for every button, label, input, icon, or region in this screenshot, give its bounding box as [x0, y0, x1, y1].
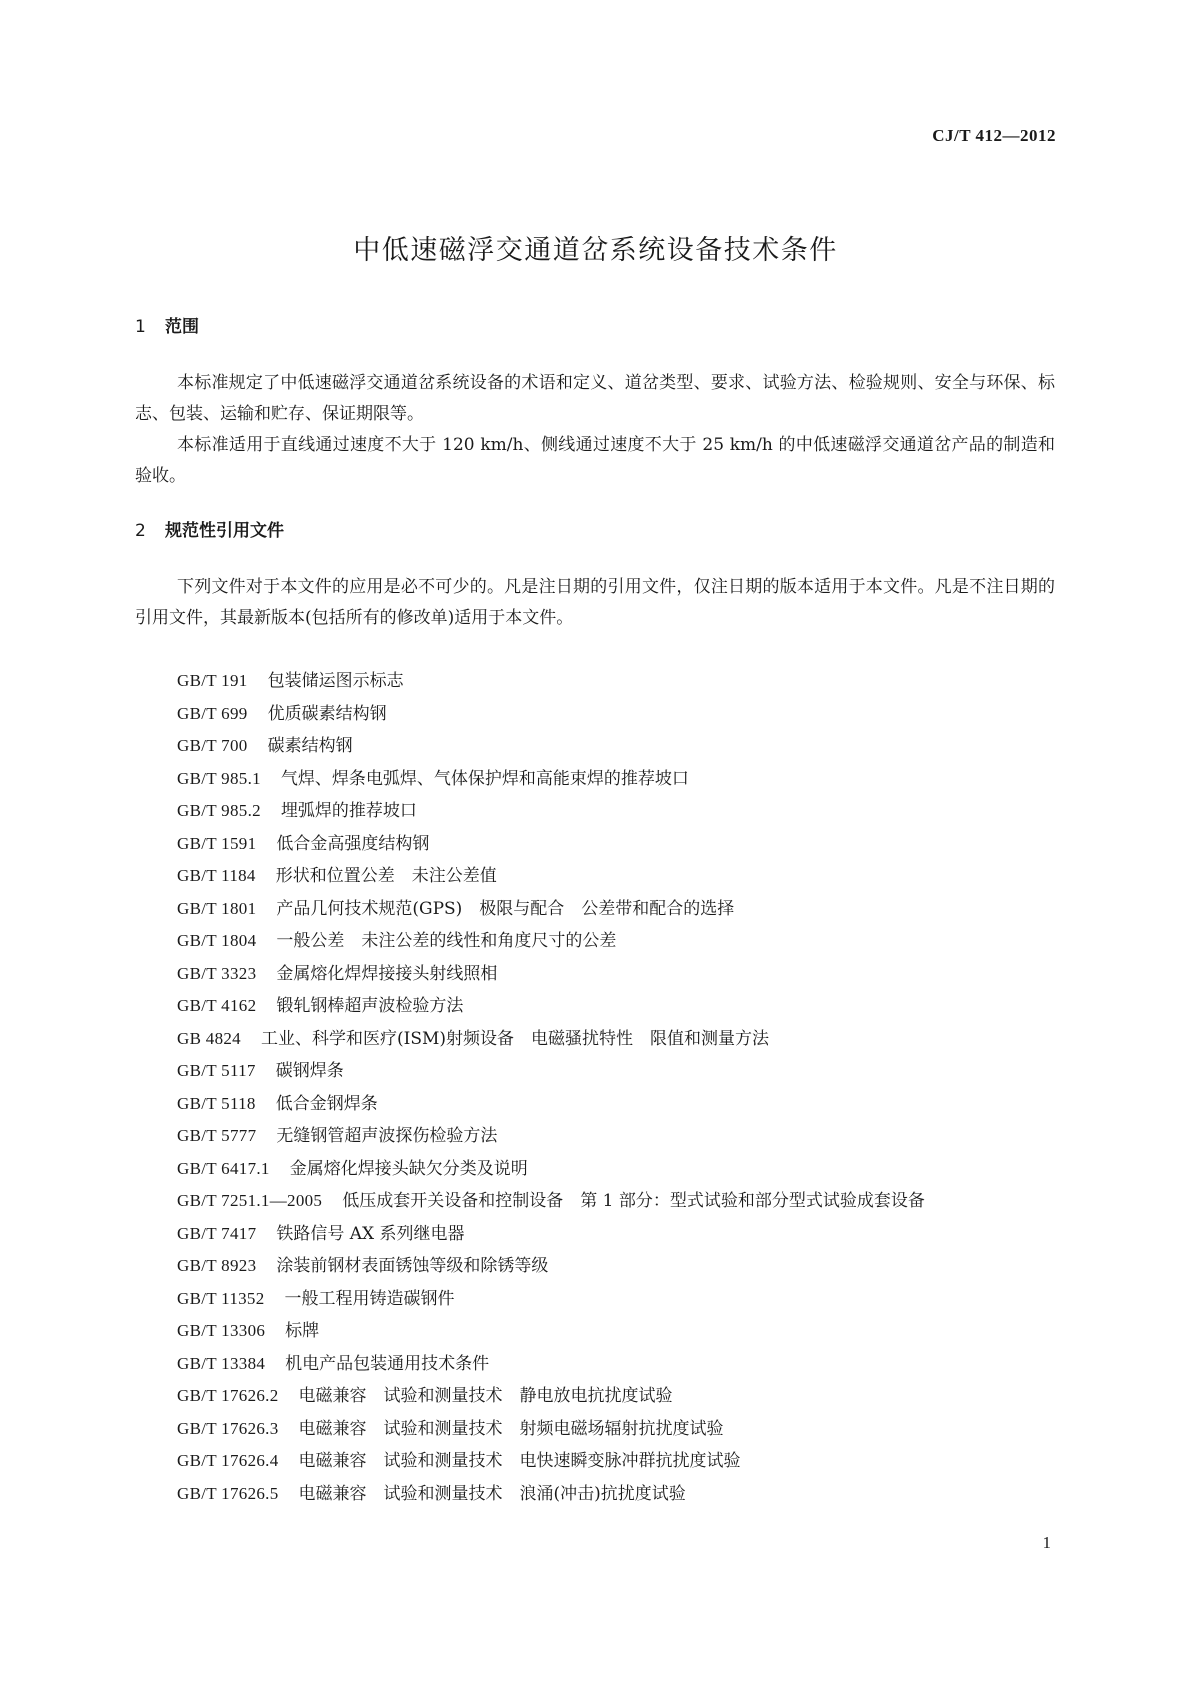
section-1-paragraph: 本标准适用于直线通过速度不大于 120 km/h、侧线通过速度不大于 25 km/h 的中低速磁浮交通道岔产品的制造和验收。 — [135, 435, 1055, 486]
reference-item — [135, 763, 1055, 796]
reference-code: GB/T 5117 — [177, 1061, 256, 1080]
reference-item — [135, 990, 1055, 1023]
section-2-heading — [135, 516, 284, 541]
reference-item — [135, 1088, 1055, 1121]
reference-code: GB/T 1801 — [177, 898, 257, 918]
reference-item — [135, 698, 1055, 731]
reference-list — [135, 665, 1055, 1510]
reference-item — [135, 1185, 1055, 1218]
reference-title: 埋弧焊的推荐坡口 — [280, 801, 417, 821]
reference-item — [135, 795, 1055, 828]
reference-title: 一般公差 未注公差的线性和角度尺寸的公差 — [276, 931, 617, 951]
reference-code: GB/T 7417 — [177, 1223, 257, 1243]
section-1-heading — [135, 312, 199, 337]
reference-item — [135, 893, 1055, 926]
reference-item — [135, 1055, 1055, 1088]
reference-code: GB/T 191 — [177, 671, 248, 690]
reference-item — [135, 828, 1055, 861]
reference-title: 低合金钢焊条 — [275, 1093, 378, 1114]
reference-title: 电磁兼容 试验和测量技术 浪涌(冲击)抗扰度试验 — [298, 1483, 686, 1504]
reference-title: 电磁兼容 试验和测量技术 静电放电抗扰度试验 — [298, 1386, 673, 1406]
reference-title: 低合金高强度结构钢 — [276, 833, 430, 854]
reference-code: GB/T 1184 — [177, 866, 256, 885]
reference-item — [135, 860, 1055, 893]
reference-title: 锻轧钢棒超声波检验方法 — [276, 996, 464, 1016]
reference-item — [135, 1315, 1055, 1348]
reference-code: GB/T 985.1 — [177, 768, 261, 788]
reference-item — [135, 1120, 1055, 1153]
reference-title: 形状和位置公差 未注公差值 — [275, 866, 497, 886]
section-1-number: 1 — [135, 317, 146, 337]
reference-code: GB/T 8923 — [177, 1256, 257, 1275]
reference-item — [135, 1413, 1055, 1446]
reference-title: 碳钢焊条 — [275, 1061, 344, 1081]
reference-code: GB/T 985.2 — [177, 801, 261, 820]
reference-code: GB/T 11352 — [177, 1288, 265, 1308]
reference-item — [135, 1348, 1055, 1381]
reference-item — [135, 1023, 1055, 1056]
reference-title: 金属熔化焊焊接接头射线照相 — [276, 963, 498, 984]
reference-item — [135, 1380, 1055, 1413]
reference-title: 包装储运图示标志 — [267, 671, 404, 691]
reference-item — [135, 1445, 1055, 1478]
section-2-number: 2 — [135, 521, 146, 541]
reference-code: GB/T 3323 — [177, 963, 257, 983]
document-title: 中低速磁浮交通道岔系统设备技术条件 — [353, 235, 838, 266]
reference-title: 碳素结构钢 — [267, 736, 353, 756]
section-2-intro: 下列文件对于本文件的应用是必不可少的。凡是注日期的引用文件，仅注日期的版本适用于本文件。凡是不注日期的引用文件，其最新版本(包括所有的修改单)适用于本文件。 — [135, 577, 1055, 628]
reference-code: GB/T 17626.4 — [177, 1451, 279, 1470]
standard-code: CJ/T 412—2012 — [932, 126, 1056, 145]
reference-code: GB 4824 — [177, 1028, 241, 1048]
reference-title: 电磁兼容 试验和测量技术 电快速瞬变脉冲群抗扰度试验 — [298, 1451, 741, 1471]
reference-title: 一般工程用铸造碳钢件 — [284, 1288, 455, 1309]
reference-title: 机电产品包装通用技术条件 — [285, 1353, 490, 1374]
reference-item — [135, 1283, 1055, 1316]
reference-code: GB/T 5777 — [177, 1126, 257, 1145]
reference-code: GB/T 13306 — [177, 1321, 266, 1340]
reference-code: GB/T 4162 — [177, 996, 257, 1015]
reference-code: GB/T 13384 — [177, 1353, 266, 1373]
reference-code: GB/T 17626.3 — [177, 1418, 279, 1438]
reference-code: GB/T 1591 — [177, 833, 257, 853]
reference-code: GB/T 7251.1—2005 — [177, 1191, 323, 1210]
section-1-paragraph: 本标准规定了中低速磁浮交通道岔系统设备的术语和定义、道岔类型、要求、试验方法、检验规则、安全与环保、标志、包装、运输和贮存、保证期限等。 — [135, 373, 1055, 424]
reference-item — [135, 958, 1055, 991]
reference-item — [135, 1250, 1055, 1283]
reference-title: 电磁兼容 试验和测量技术 射频电磁场辐射抗扰度试验 — [298, 1418, 724, 1439]
reference-code: GB/T 17626.2 — [177, 1386, 279, 1405]
reference-item — [135, 1478, 1055, 1511]
reference-item — [135, 1153, 1055, 1186]
reference-code: GB/T 1804 — [177, 931, 257, 950]
reference-code: GB/T 5118 — [177, 1093, 256, 1113]
reference-title: 工业、科学和医疗(ISM)射频设备 电磁骚扰特性 限值和测量方法 — [260, 1028, 770, 1049]
reference-title: 标牌 — [285, 1321, 320, 1341]
reference-title: 金属熔化焊接头缺欠分类及说明 — [289, 1158, 528, 1179]
reference-title: 气焊、焊条电弧焊、气体保护焊和高能束焊的推荐坡口 — [280, 768, 689, 789]
reference-title: 产品几何技术规范(GPS) 极限与配合 公差带和配合的选择 — [276, 898, 735, 919]
reference-title: 低压成套开关设备和控制设备 第 1 部分：型式试验和部分型式试验成套设备 — [342, 1191, 925, 1211]
reference-title: 涂装前钢材表面锈蚀等级和除锈等级 — [276, 1256, 549, 1276]
reference-item — [135, 925, 1055, 958]
section-2-title: 规范性引用文件 — [165, 521, 284, 541]
reference-code: GB/T 6417.1 — [177, 1158, 270, 1178]
reference-title: 铁路信号 AX 系列继电器 — [276, 1223, 465, 1244]
page-number: 1 — [1042, 1533, 1051, 1552]
reference-title: 无缝钢管超声波探伤检验方法 — [276, 1126, 498, 1146]
reference-code: GB/T 17626.5 — [177, 1483, 279, 1503]
section-1-title: 范围 — [165, 317, 199, 337]
reference-item — [135, 1218, 1055, 1251]
reference-code: GB/T 700 — [177, 736, 248, 755]
reference-item — [135, 665, 1055, 698]
reference-title: 优质碳素结构钢 — [267, 703, 387, 724]
reference-item — [135, 730, 1055, 763]
reference-code: GB/T 699 — [177, 703, 248, 723]
